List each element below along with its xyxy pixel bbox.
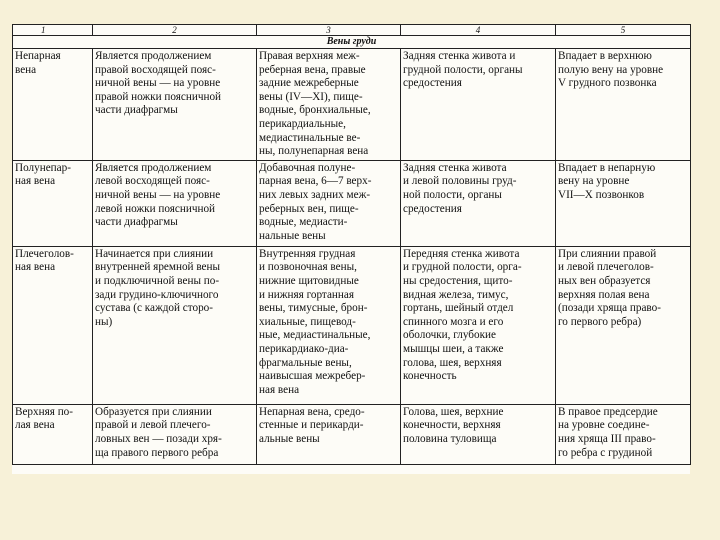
vein-outflow: Впадает в непарную вену на уровне VII—X позвонков	[556, 160, 691, 246]
vein-outflow: Впадает в верхнюю полую вену на уровне V грудного позвонка	[556, 49, 691, 161]
vein-tributaries: Правая верхняя меж- реберная вена, правые задние межреберные вены (IV—XI), пище- водные, бронхиальные, перикардиальные, медиастинальные ве- ны, полунепарная вена	[257, 49, 401, 161]
vein-origin: Образуется при слиянии правой и левой плечего- ловных вен — позади хря- ща правого первого ребра	[93, 404, 257, 464]
table-row	[13, 246, 691, 404]
column-number: 5	[556, 25, 691, 36]
vein-tributaries: Непарная вена, средо- стенные и перикарди- альные вены	[257, 404, 401, 464]
column-number: 1	[13, 25, 93, 36]
document-sheet	[12, 24, 690, 474]
vein-origin: Является продолжением правой восходящей пояс- ничной вены — на уровне правой ножки поясничной части диафрагмы	[93, 49, 257, 161]
section-title: Вены груди	[13, 36, 691, 49]
vein-outflow: При слиянии правой и левой плечеголов- ных вен образуется верхняя полая вена (позади хряща право- го первого ребра)	[556, 246, 691, 404]
table-row	[13, 49, 691, 161]
column-number: 4	[401, 25, 556, 36]
table-row	[13, 404, 691, 464]
vein-drainage-area: Голова, шея, верхние конечности, верхняя половина туловища	[401, 404, 556, 464]
vein-name: Непарная вена	[13, 49, 93, 161]
vein-name: Верхняя по- лая вена	[13, 404, 93, 464]
vein-name: Плечеголов- ная вена	[13, 246, 93, 404]
column-number: 2	[93, 25, 257, 36]
vein-tributaries: Добавочная полуне- парная вена, 6—7 верх- них левых задних меж- реберных вен, пище- водные, медиасти- нальные вены	[257, 160, 401, 246]
veins-table	[12, 24, 691, 465]
column-number-row	[13, 25, 691, 36]
vein-drainage-area: Задняя стенка живота и левой половины груд- ной полости, органы средостения	[401, 160, 556, 246]
vein-outflow: В правое предсердие на уровне соедине- ния хряща III право- го ребра с грудиной	[556, 404, 691, 464]
vein-drainage-area: Задняя стенка живота и грудной полости, органы средостения	[401, 49, 556, 161]
vein-tributaries: Внутренняя грудная и позвоночная вены, нижние щитовидные и нижняя гортанная вены, тимусные, брон- хиальные, пищевод- ные, медиастинальные, перикардиако-диа- фрагмальные вены, наивысшая межребер- ная вена	[257, 246, 401, 404]
vein-origin: Начинается при слиянии внутренней яремной вены и подключичной вены по- зади грудино-ключичного сустава (с каждой сторо- ны)	[93, 246, 257, 404]
vein-name: Полунепар- ная вена	[13, 160, 93, 246]
vein-drainage-area: Передняя стенка живота и грудной полости, орга- ны средостения, щито- видная железа, тимус, гортань, шейный отдел спинного мозга и его оболочки, глубокие мышцы шеи, а также голова, шея, верхняя конечность	[401, 246, 556, 404]
section-row	[13, 36, 691, 49]
column-number: 3	[257, 25, 401, 36]
table-row	[13, 160, 691, 246]
vein-origin: Является продолжением левой восходящей пояс- ничной вены — на уровне левой ножки поясничной части диафрагмы	[93, 160, 257, 246]
